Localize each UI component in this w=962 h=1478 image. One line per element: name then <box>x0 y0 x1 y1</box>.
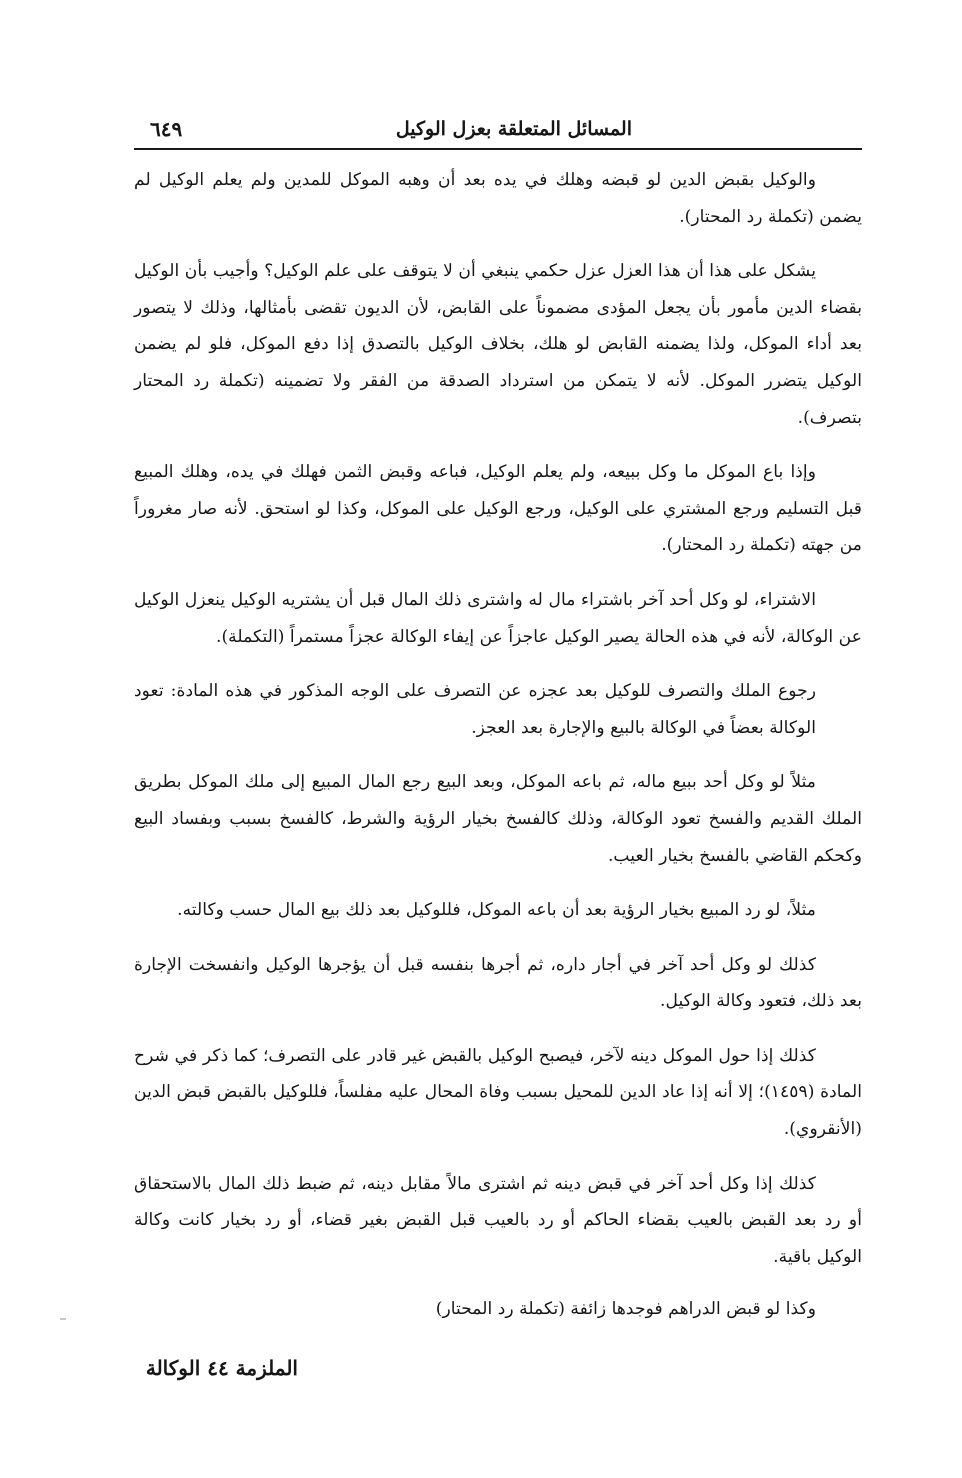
paragraph-8: كذلك لو وكل أحد آخر في أجار داره، ثم أجرها بنفسه قبل أن يؤجرها الوكيل وانفسخت الإجارة بعد ذلك، فتعود وكالة الوكيل. <box>134 954 862 1012</box>
paragraph-9: كذلك إذا حول الموكل دينه لآخر، فيصبح الوكيل بالقبض غير قادر على التصرف؛ كما ذكر في شرح المادة (١٤٥٩)؛ إلا أنه إذا عاد الدين للمحيل بسبب وفاة المحال عليه مفلساً، فللوكيل بالقبض قبض الدين (الأنقروي). <box>134 1045 862 1140</box>
scan-speck <box>60 1318 66 1320</box>
paragraph-6: مثلاً لو وكل أحد ببيع ماله، ثم باعه الموكل، وبعد البيع رجع المال المبيع إلى ملك الموكل بطريق الملك القديم والفسخ تعود الوكالة، وذلك كالفسخ بخيار الرؤية والشرط، كالفسخ بسبب وبفساد البيع وكحكم القاضي بالفسخ بخيار العيب. <box>134 772 862 866</box>
paragraph-5: رجوع الملك والتصرف للوكيل بعد عجزه عن التصرف على الوجه المذكور في هذه المادة: تعود الوكالة بعضاً في الوكالة بالبيع والإجارة بعد العجز. <box>134 681 816 738</box>
paragraph-7: مثلاً، لو رد المبيع بخيار الرؤية بعد أن باعه الموكل، فللوكيل بعد ذلك بيع المال حسب وكالته. <box>177 900 816 921</box>
body-text <box>134 162 862 1346</box>
running-title: المسائل المتعلقة بعزل الوكيل <box>395 118 632 140</box>
page-header <box>134 112 862 150</box>
paragraph-1: والوكيل بقبض الدين لو قبضه وهلك في يده بعد أن وهبه الموكل للمدين ولم يعلم الوكيل لم يضمن (تكملة رد المحتار). <box>134 170 862 227</box>
paragraph-3: وإذا باع الموكل ما وكل ببيعه، ولم يعلم الوكيل، فباعه وقبض الثمن فهلك في يده، وهلك المبيع قبل التسليم ورجع المشتري على الوكيل، ورجع الوكيل على الموكل، وكذا لو استحق. لأنه صار مغروراً من جهته (تكملة رد المحتار). <box>134 462 862 556</box>
paragraph-2: يشكل على هذا أن هذا العزل عزل حكمي ينبغي أن لا يتوقف على علم الوكيل؟ وأجيب بأن الوكيل بقضاء الدين مأمور بأن يجعل المؤدى مضموناً على القابض، لأن الديون تقضى بأمثالها، وذلك لا يتصور بعد أداء الموكل، ولذا يضمنه القابض لو هلك، بخلاف الوكيل بالتصدق إذا دفع الموكل، فلو لم يضمن الوكيل يتضرر الموكل. لأنه لا يتمكن من استرداد الصدقة من الفقر ولا تضمينه (تكملة رد المحتار بتصرف). <box>134 261 862 428</box>
page-number: ٦٤٩ <box>150 117 183 141</box>
paragraph-10: كذلك إذا وكل أحد آخر في قبض دينه ثم اشترى مالاً مقابل دينه، ثم ضبط ذلك المال بالاستحقاق أو رد بعد القبض بالعيب بقضاء الحاكم أو رد بالعيب قبل القبض بغير قضاء، أو رد بخيار كانت وكالة الوكيل باقية. <box>134 1173 862 1267</box>
paragraph-11: وكذا لو قبض الدراهم فوجدها زائفة (تكملة رد المحتار) <box>435 1299 816 1320</box>
signature-mark: الملزمة ٤٤ الوكالة <box>145 1356 298 1380</box>
paragraph-4: الاشتراء، لو وكل أحد آخر باشتراء مال له واشترى ذلك المال قبل أن يشتريه الوكيل ينعزل الوكيل عن الوكالة، لأنه في هذه الحالة يصير الوكيل عاجزاً عن إيفاء الوكالة عجزاً مستمراً (التكملة). <box>134 589 862 647</box>
